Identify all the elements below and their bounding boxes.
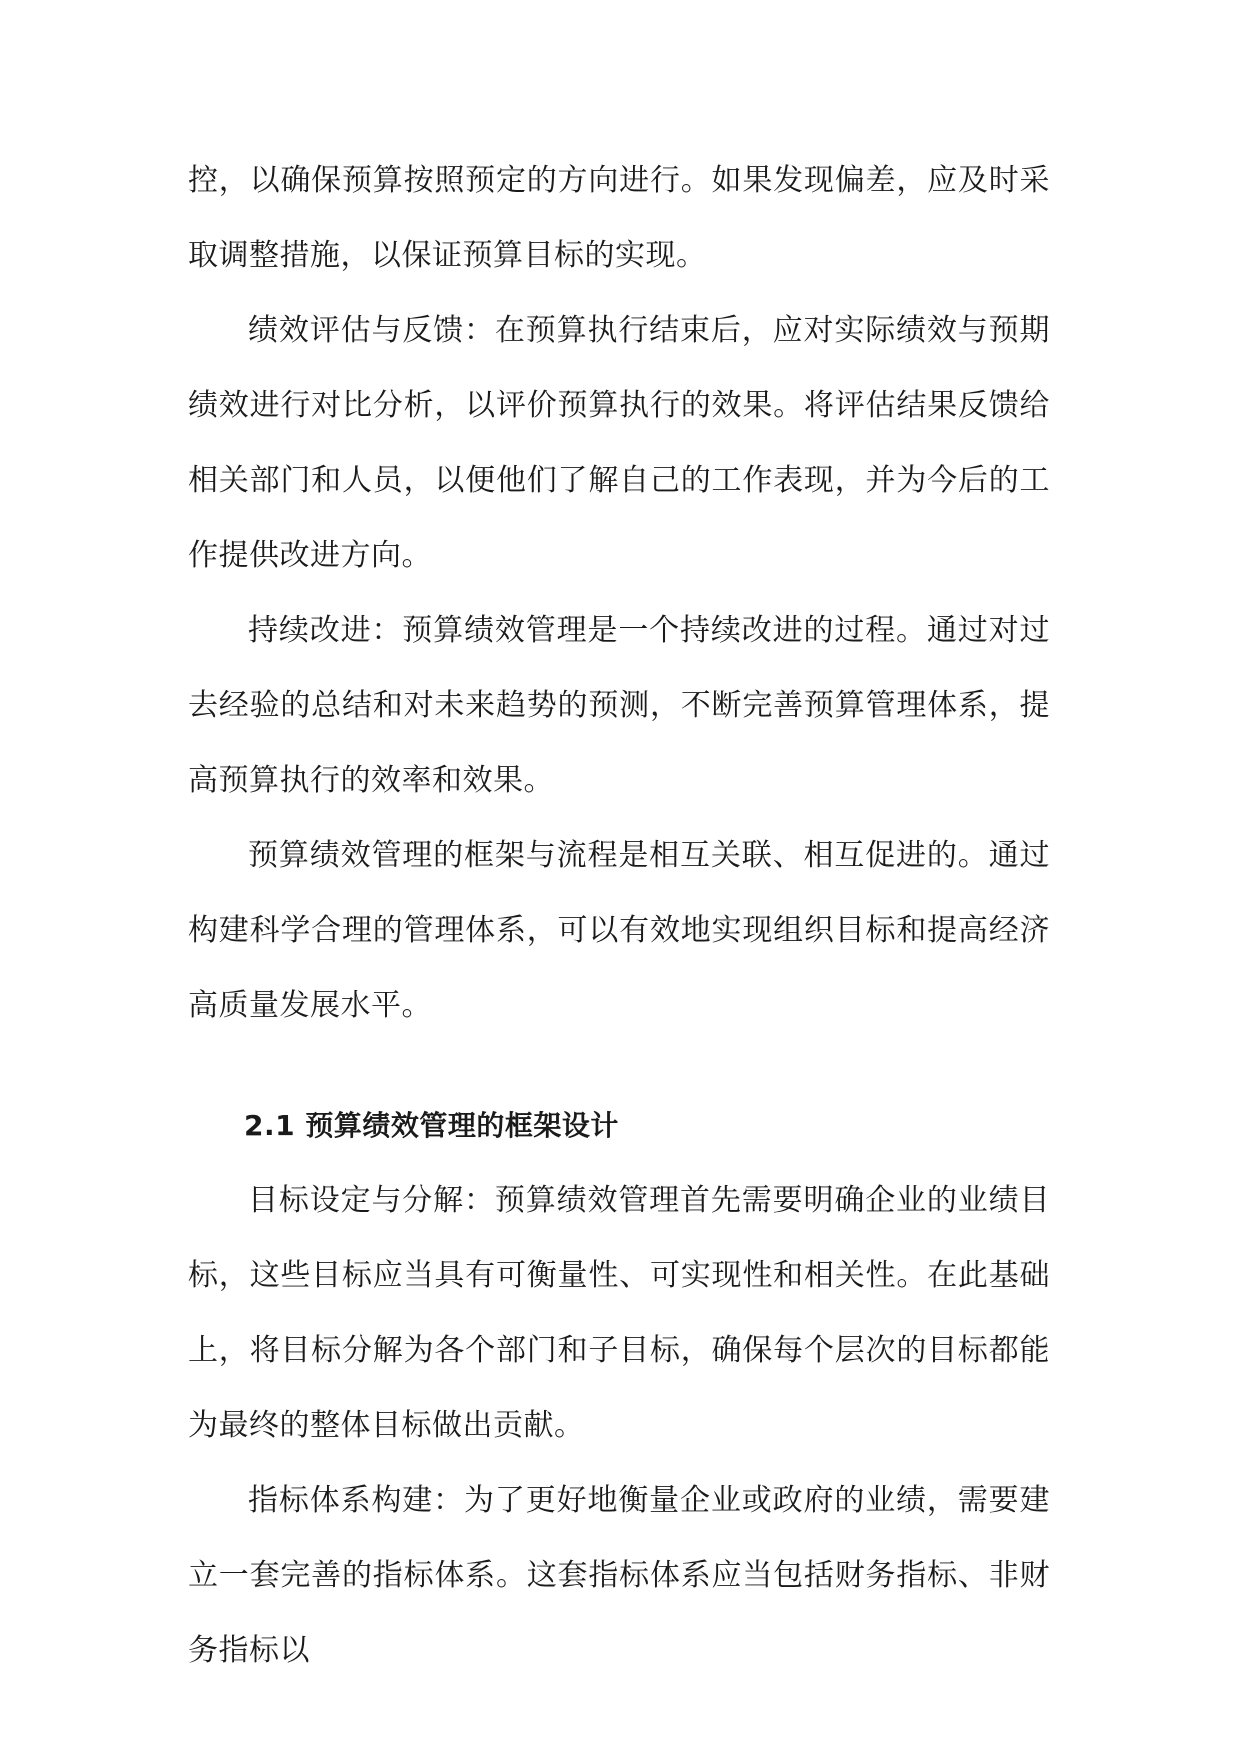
paragraph-performance-evaluation: 绩效评估与反馈：在预算执行结束后，应对实际绩效与预期绩效进行对比分析，以评价预算执行的效果。将评估结果反馈给相关部门和人员，以便他们了解自己的工作表现，并为今后的工作提供改进方向。	[188, 313, 1050, 573]
section-heading: 2.1 预算绩效管理的框架设计	[244, 1109, 619, 1142]
document-body	[188, 143, 1050, 1688]
paragraph-goal-setting: 目标设定与分解：预算绩效管理首先需要明确企业的业绩目标，这些目标应当具有可衡量性、可实现性和相关性。在此基础上，将目标分解为各个部门和子目标，确保每个层次的目标都能为最终的整体目标做出贡献。	[188, 1183, 1050, 1443]
paragraph-continuation: 控，以确保预算按照预定的方向进行。如果发现偏差，应及时采取调整措施，以保证预算目标的实现。	[188, 163, 1050, 273]
paragraph-framework-summary: 预算绩效管理的框架与流程是相互关联、相互促进的。通过构建科学合理的管理体系，可以有效地实现组织目标和提高经济高质量发展水平。	[188, 838, 1050, 1023]
paragraph-continuous-improvement: 持续改进：预算绩效管理是一个持续改进的过程。通过对过去经验的总结和对未来趋势的预测，不断完善预算管理体系，提高预算执行的效率和效果。	[188, 613, 1050, 798]
paragraph-indicator-system: 指标体系构建：为了更好地衡量企业或政府的业绩，需要建立一套完善的指标体系。这套指标体系应当包括财务指标、非财务指标以	[188, 1483, 1050, 1668]
